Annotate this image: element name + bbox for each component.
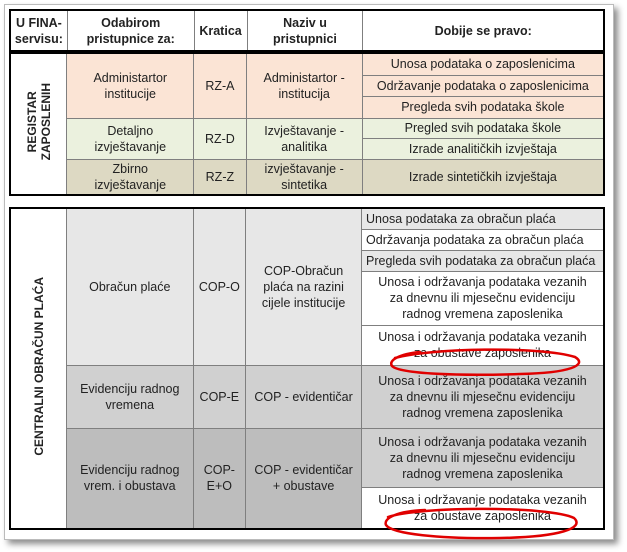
- header-col-rights: Dobije se pravo:: [363, 10, 604, 51]
- cop-e-code: COP-E: [193, 365, 246, 428]
- cop-o-right: Unosa podataka za obračun plaća: [362, 208, 604, 229]
- cop-o-right: Unosa i održavanja podataka vezanih za dnevnu ili mjesečnu evidenciju radnog vremena zaposlenika: [362, 271, 604, 325]
- rz-a-name: Administartor institucije: [67, 53, 194, 118]
- rz-z-title: izvještavanje - sintetika: [246, 159, 362, 195]
- registar-table: [9, 52, 605, 196]
- cop-o-right: Unosa i održavanja podataka vezanih za obustave zaposlenika: [362, 325, 604, 365]
- registar-section-label: REGISTAR ZAPOSLENIH: [10, 53, 67, 195]
- cop-o-right: Pregleda svih podataka za obračun plaća: [362, 250, 604, 271]
- rz-a-title: Administartor - institucija: [246, 53, 362, 118]
- cop-section-label: CENTRALNI OBRAČUN PLAĆA: [10, 208, 67, 529]
- header-col-code: Kratica: [194, 10, 247, 51]
- cop-o-name: Obračun plaće: [67, 208, 194, 365]
- rz-z-code: RZ-Z: [194, 159, 246, 195]
- rz-d-code: RZ-D: [194, 118, 246, 159]
- cop-table: [9, 207, 605, 530]
- cop-e-right: Unosa i održavanja podataka vezanih za dnevnu ili mjesečnu evidenciju radnog vremena zaposlenika: [362, 365, 604, 428]
- rz-d-right: Izrade analitičkih izvještaja: [362, 138, 604, 159]
- rz-a-right: Održavanje podataka o zaposlenicima: [362, 75, 604, 96]
- rz-a-right: Pregleda svih podataka škole: [362, 96, 604, 118]
- cop-eo-code: COP- E+O: [193, 428, 246, 529]
- cop-e-name: Evidenciju radnog vremena: [67, 365, 194, 428]
- rz-z-right: Izrade sintetičkih izvještaja: [362, 159, 604, 195]
- rz-a-code: RZ-A: [194, 53, 246, 118]
- rz-d-title: Izvještavanje - analitika: [246, 118, 362, 159]
- cop-eo-right: Unosa i održavanje podataka vezanih za obustave zaposlenika: [362, 487, 604, 529]
- cop-o-code: COP-O: [193, 208, 246, 365]
- header-col-service: U FINA- servisu:: [10, 10, 67, 51]
- header-col-access: Odabirom pristupnice za:: [67, 10, 194, 51]
- header-col-title: Naziv u pristupnici: [247, 10, 363, 51]
- header-table: [9, 9, 605, 52]
- rz-d-right: Pregled svih podataka škole: [362, 118, 604, 138]
- rz-d-name: Detaljno izvještavanje: [67, 118, 194, 159]
- rz-z-name: Zbirno izvještavanje: [67, 159, 194, 195]
- cop-eo-title: COP - evidentičar + obustave: [246, 428, 362, 529]
- cop-eo-name: Evidenciju radnog vrem. i obustava: [67, 428, 194, 529]
- rz-a-right: Unosa podataka o zaposlenicima: [362, 53, 604, 75]
- cop-o-right: Održavanja podataka za obračun plaća: [362, 229, 604, 250]
- cop-eo-right: Unosa i održavanja podataka vezanih za dnevnu ili mjesečnu evidenciju radnog vremena zaposlenika: [362, 428, 604, 487]
- cop-e-title: COP - evidentičar: [246, 365, 362, 428]
- cop-o-title: COP-Obračun plaća na razini cijele institucije: [246, 208, 362, 365]
